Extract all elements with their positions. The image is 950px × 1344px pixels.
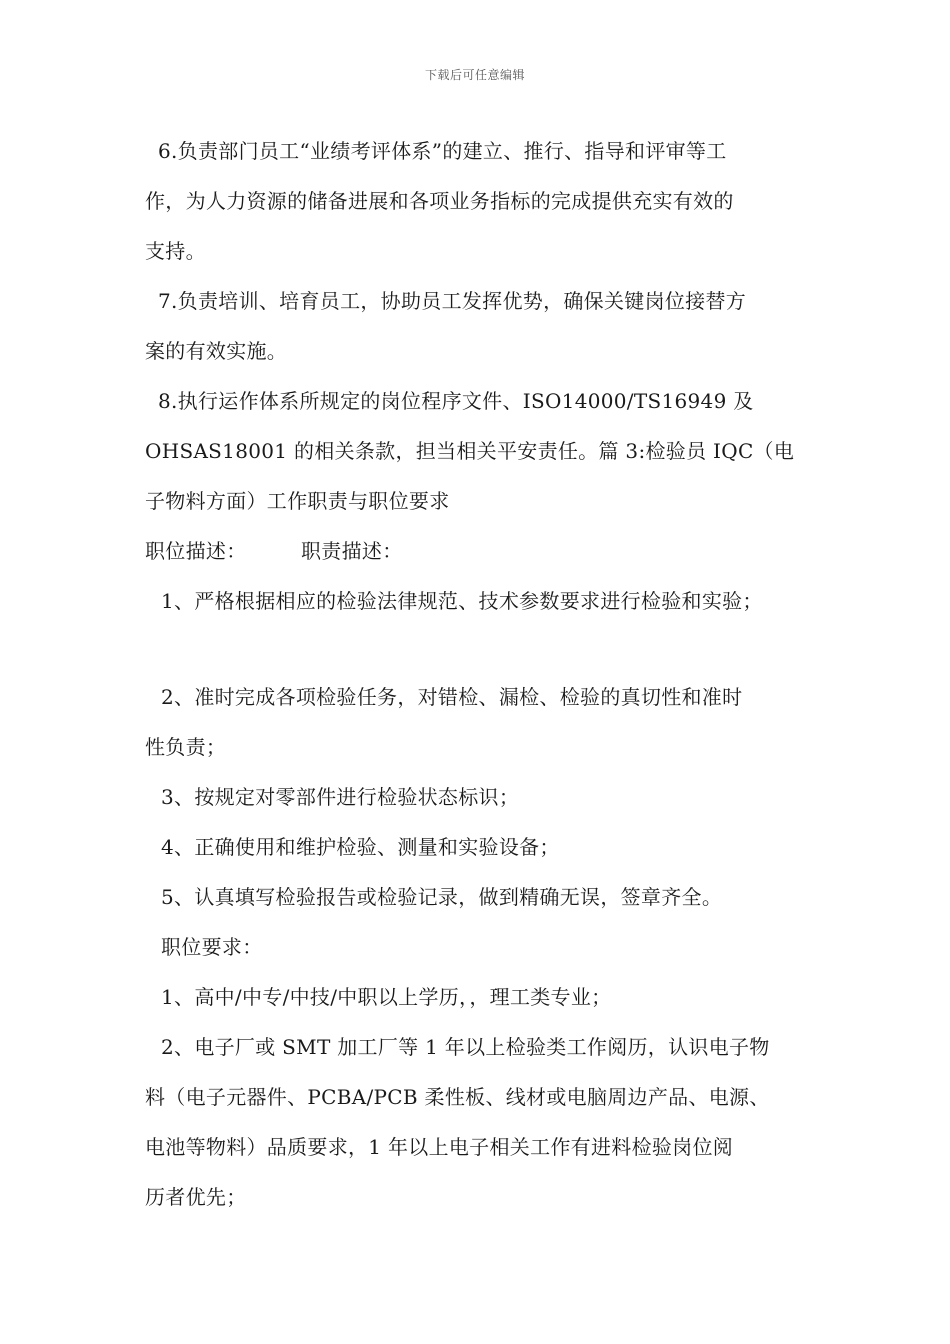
list-item: 2、准时完成各项检验任务，对错检、漏检、检验的真切性和准时 bbox=[161, 685, 743, 709]
list-item: 1、高中/中专/中技/中职以上学历，，理工类专业； bbox=[161, 985, 612, 1009]
paragraph-line: 作，为人力资源的储备进展和各项业务指标的完成提供充实有效的 bbox=[145, 189, 734, 213]
list-item: 4、正确使用和维护检验、测量和实验设备； bbox=[161, 835, 560, 859]
section-label-duties: 职责描述： bbox=[301, 539, 403, 563]
list-item-continuation: 历者优先； bbox=[145, 1185, 247, 1209]
paragraph-line: OHSAS18001 的相关条款，担当相关平安责任。篇 3:检验员 IQC（电 bbox=[145, 439, 795, 463]
list-item-continuation: 性负责； bbox=[145, 735, 227, 759]
page-header: 下载后可任意编辑 bbox=[424, 68, 525, 82]
paragraph-line: 案的有效实施。 bbox=[145, 339, 288, 363]
list-item: 3、按规定对零部件进行检验状态标识； bbox=[161, 785, 520, 809]
list-item: 5、认真填写检验报告或检验记录，做到精确无误，签章齐全。 bbox=[161, 885, 723, 909]
list-item-continuation: 电池等物料）品质要求，1 年以上电子相关工作有进料检验岗位阅 bbox=[145, 1135, 734, 1159]
list-item: 2、电子厂或 SMT 加工厂等 1 年以上检验类工作阅历，认识电子物 bbox=[161, 1035, 770, 1059]
list-item-continuation: 料（电子元器件、PCBA/PCB 柔性板、线材或电脑周边产品、电源、 bbox=[145, 1085, 770, 1109]
paragraph-line: 子物料方面）工作职责与职位要求 bbox=[145, 489, 450, 513]
paragraph-line: 7.负责培训、培育员工，协助员工发挥优势，确保关键岗位接替方 bbox=[158, 289, 747, 313]
paragraph-line: 6.负责部门员工“业绩考评体系”的建立、推行、指导和评审等工 bbox=[158, 139, 727, 163]
section-label-job-description: 职位描述： bbox=[145, 539, 247, 563]
section-label-requirements: 职位要求： bbox=[161, 935, 263, 959]
paragraph-line: 支持。 bbox=[145, 239, 206, 263]
list-item: 1、严格根据相应的检验法律规范、技术参数要求进行检验和实验； bbox=[161, 589, 763, 613]
paragraph-line: 8.执行运作体系所规定的岗位程序文件、ISO14000/TS16949 及 bbox=[158, 389, 754, 413]
